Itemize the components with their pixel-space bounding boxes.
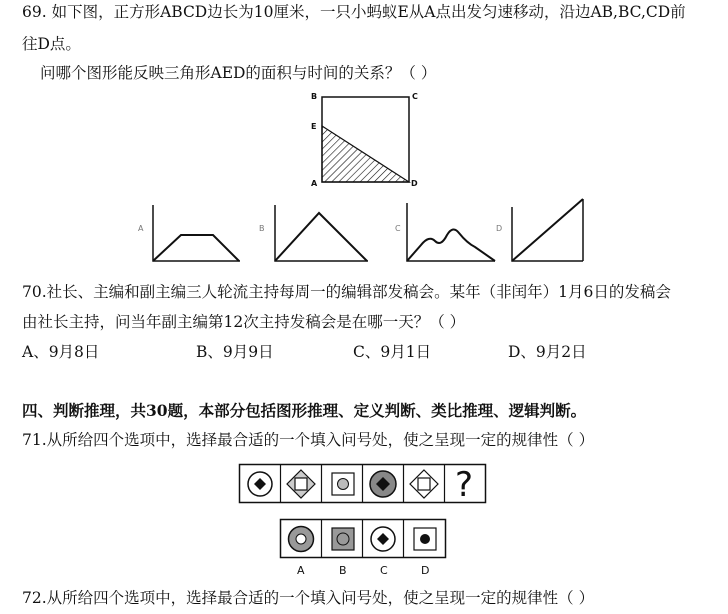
q70-option-c: C、9月1日 xyxy=(353,343,432,361)
graph-options-figure xyxy=(135,195,595,275)
label-b: B xyxy=(311,92,318,101)
graph-label-d: D xyxy=(496,224,503,233)
q71-option-b-figure[interactable] xyxy=(332,528,354,550)
q69-text-line2: 往D点。 xyxy=(22,35,81,53)
q71-option-c-figure[interactable] xyxy=(371,527,395,551)
q71-sequence-figure xyxy=(239,464,489,508)
label-c: C xyxy=(412,92,418,101)
graph-a-curve xyxy=(153,235,239,261)
seq-cell-3 xyxy=(332,473,354,495)
q70-option-b: B、9月9日 xyxy=(196,343,274,361)
q69-text-line1: 69. 如下图，正方形ABCD边长为10厘米，一只小蚂蚁E从A点出发匀速移动，沿边AB,BC,CD前 xyxy=(22,3,686,21)
q70-option-d: D、9月2日 xyxy=(508,343,587,361)
q71-option-label-b: B xyxy=(339,564,347,577)
graph-b-axes xyxy=(275,205,368,261)
q70-text-line1: 70.社长、主编和副主编三人轮流主持每周一的编辑部发稿会。某年（非闰年）1月6日的发稿会 xyxy=(22,283,671,301)
q71-options-figure xyxy=(280,519,450,581)
question-mark: ? xyxy=(455,465,474,505)
graph-b-curve xyxy=(275,213,367,261)
graph-label-a: A xyxy=(138,224,144,233)
q72-text-line1: 72.从所给四个选项中，选择最合适的一个填入问号处，使之呈现一定的规律性（ ） xyxy=(22,589,595,607)
q71-option-label-d: D xyxy=(421,564,430,577)
q70-option-a: A、9月8日 xyxy=(22,343,100,361)
label-e: E xyxy=(311,122,317,131)
q71-option-label-a: A xyxy=(297,564,305,577)
seq-cell-2 xyxy=(287,470,315,498)
graph-label-b: B xyxy=(259,224,265,233)
label-a: A xyxy=(311,179,318,188)
q71-option-a-figure[interactable] xyxy=(289,527,314,552)
graph-d-curve xyxy=(512,199,583,261)
section-four-heading: 四、判断推理，共30题，本部分包括图形推理、定义判断、类比推理、逻辑判断。 xyxy=(22,401,587,420)
graph-a-axes xyxy=(153,205,240,261)
seq-cell-4 xyxy=(370,471,396,497)
label-d: D xyxy=(411,179,418,188)
seq-cell-5 xyxy=(410,470,438,498)
seq-cell-1 xyxy=(248,472,272,496)
q71-option-label-c: C xyxy=(380,564,388,577)
q71-option-d-figure[interactable] xyxy=(414,528,436,550)
q69-text-line3: 问哪个图形能反映三角形AED的面积与时间的关系？（ ） xyxy=(40,64,437,82)
q70-text-line2: 由社长主持，问当年副主编第12次主持发稿会是在哪一天？（ ） xyxy=(22,313,466,331)
triangle-aed-shaded xyxy=(322,126,409,182)
square-abcd-figure xyxy=(305,88,425,188)
q71-text-line1: 71.从所给四个选项中，选择最合适的一个填入问号处，使之呈现一定的规律性（ ） xyxy=(22,431,595,449)
graph-label-c: C xyxy=(395,224,401,233)
graph-c-curve xyxy=(407,229,495,261)
